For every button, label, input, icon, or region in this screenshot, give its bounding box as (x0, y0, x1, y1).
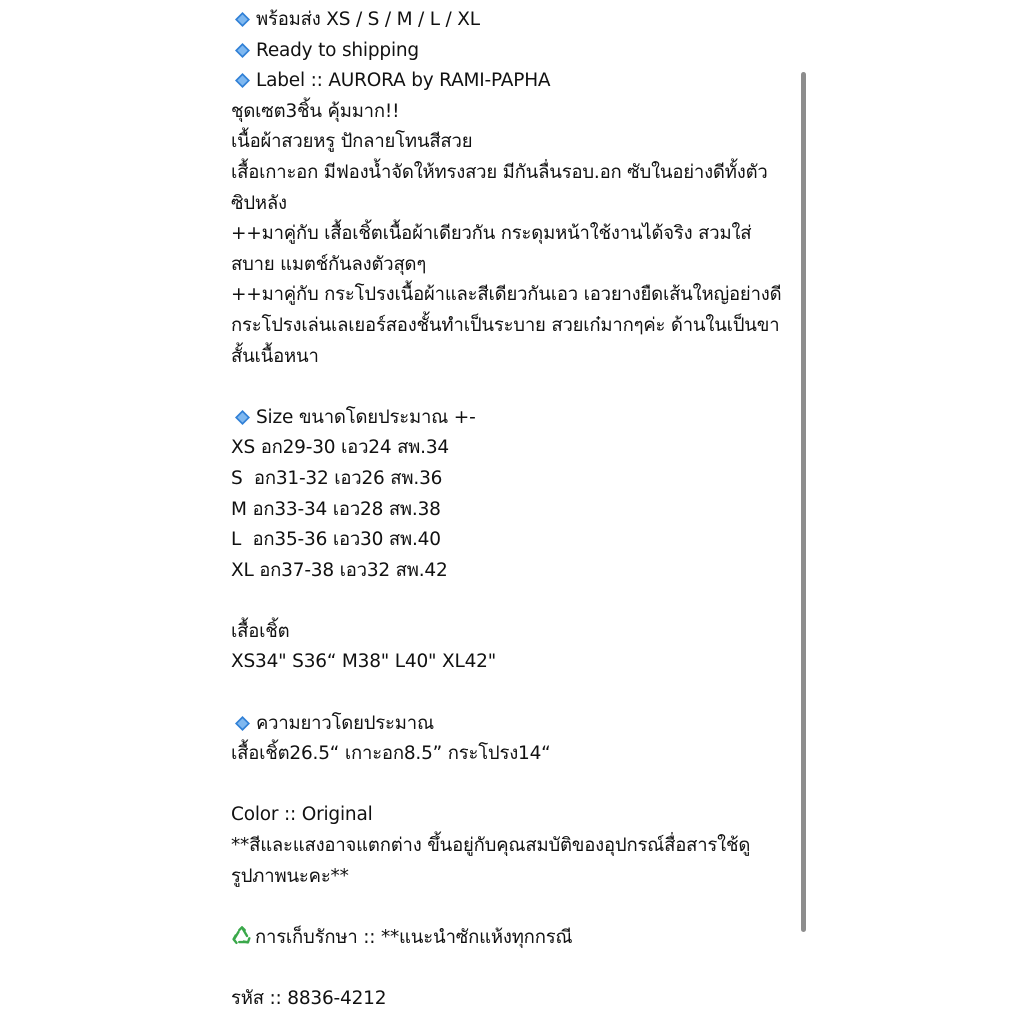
blue-diamond-icon (235, 73, 250, 88)
description-line: สั้นเนื้อหนา (231, 345, 319, 367)
spacer (231, 678, 796, 709)
ready-sizes-line (231, 5, 796, 36)
blue-diamond-icon (235, 12, 250, 27)
vertical-scrollbar[interactable] (801, 72, 806, 932)
description-line: กระโปรงเล่นเลเยอร์สองชั้นทำเป็นระบาย สวยเก๋มากๆค่ะ ด้านในเป็นขา (231, 314, 780, 336)
color-note: **สีและแสงอาจแตกต่าง ขึ้นอยู่กับคุณสมบัติของอุปกรณ์สื่อสารใช้ดู (231, 835, 751, 857)
recycle-icon (231, 925, 253, 947)
size-row: S อก31-32 เอว26 สพ.36 (231, 467, 443, 489)
spacer (231, 372, 796, 403)
size-heading (231, 403, 796, 434)
blue-diamond-icon (235, 716, 250, 731)
blue-diamond-icon (235, 410, 250, 425)
size-row: XL อก37-38 เอว32 สพ.42 (231, 559, 448, 581)
description-line: สบาย แมตช์กันลงตัวสุดๆ (231, 253, 427, 275)
color-note: รูปภาพนะคะ** (231, 865, 349, 887)
label-text: Label :: AURORA by RAMI-PAPHA (256, 70, 551, 92)
size-row: XS อก29-30 เอว24 สพ.34 (231, 437, 449, 459)
description-line: ++มาคู่กับ เสื้อเชิ้ตเนื้อผ้าเดียวกัน กระดุมหน้าใช้งานได้จริง สวมใส่ (231, 223, 752, 245)
shirt-sizes: XS34" S36“ M38" L40" XL42" (231, 651, 497, 673)
length-values: เสื้อเชิ้ต26.5“ เกาะอก8.5” กระโปรง14“ (231, 743, 551, 765)
description-line: ชุดเซต3ชิ้น คุ้มมาก!! (231, 100, 400, 122)
ready-shipping-line (231, 36, 796, 67)
spacer (231, 586, 796, 617)
post-text (231, 5, 796, 1015)
ready-shipping-text: Ready to shipping (256, 39, 419, 61)
length-heading (231, 709, 796, 740)
description-line: เสื้อเกาะอก มีฟองน้ำจัดให้ทรงสวย มีกันลื่นรอบ.อก ซับในอย่างดีทั้งตัว (231, 161, 768, 183)
spacer (231, 770, 796, 801)
description-line: ++มาคู่กับ กระโปรงเนื้อผ้าและสีเดียวกันเอว เอวยางยืดเส้นใหญ่อย่างดี (231, 284, 782, 306)
spacer (231, 892, 796, 923)
ready-sizes-text: พร้อมส่ง XS / S / M / L / XL (256, 9, 480, 30)
size-row: L อก35-36 เอว30 สพ.40 (231, 529, 441, 551)
size-heading-text: Size ขนาดโดยประมาณ +- (256, 406, 476, 428)
spacer (231, 953, 796, 984)
shirt-heading: เสื้อเชิ้ต (231, 620, 290, 642)
size-row: M อก33-34 เอว28 สพ.38 (231, 498, 441, 520)
care-text: การเก็บรักษา :: **แนะนำซักแห้งทุกกรณี (255, 926, 573, 948)
blue-diamond-icon (235, 43, 250, 58)
description-line: ซิปหลัง (231, 192, 287, 214)
label-line (231, 66, 796, 97)
length-heading-text: ความยาวโดยประมาณ (256, 712, 434, 734)
color-label: Color :: Original (231, 804, 373, 826)
product-code: รหัส :: 8836-4212 (231, 988, 387, 1009)
care-line (231, 923, 796, 954)
description-line: เนื้อผ้าสวยหรู ปักลายโทนสีสวย (231, 131, 473, 153)
